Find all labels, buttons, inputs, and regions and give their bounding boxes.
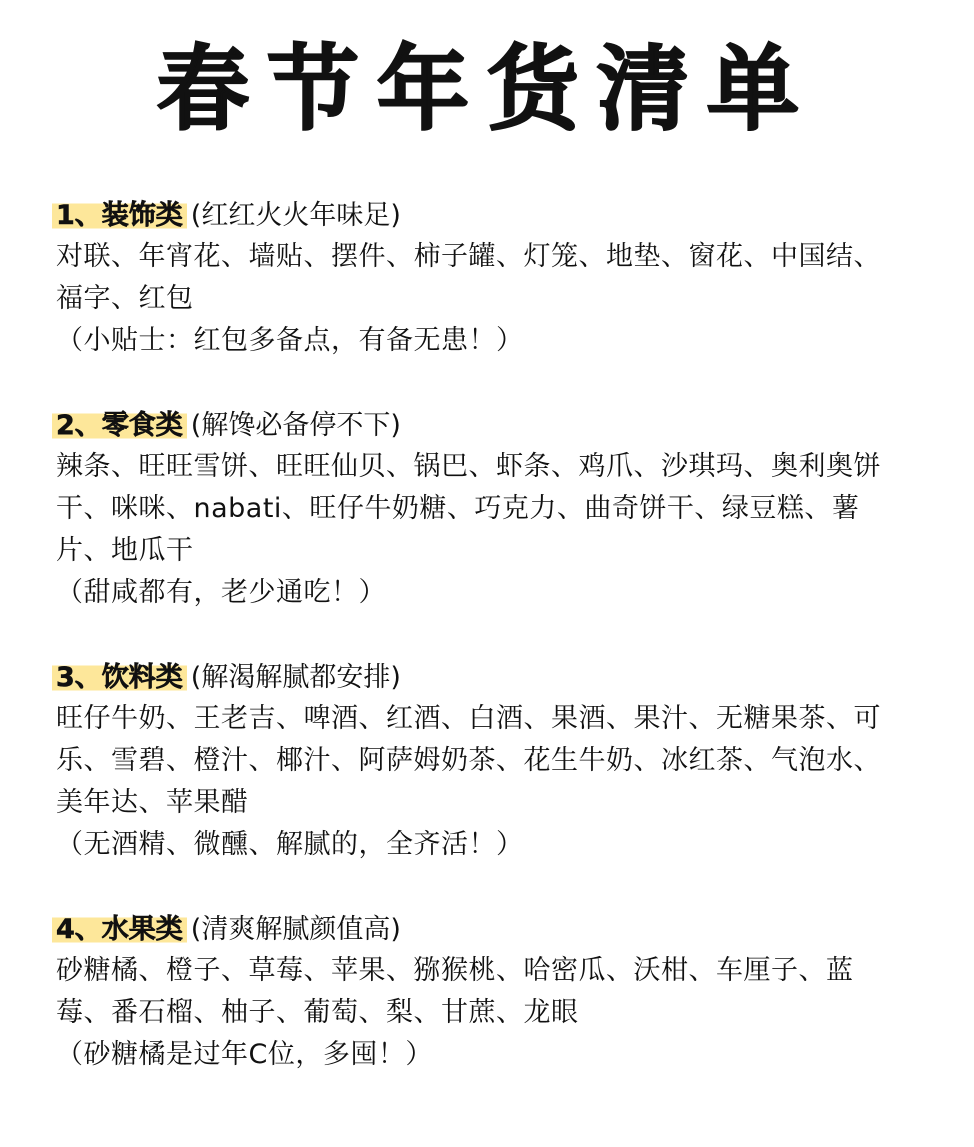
section-snacks [56,406,906,614]
page-title: 春节年货清单 [156,36,817,143]
section-subtitle: (解渴解腻都安排) [190,662,401,693]
section-header [56,658,906,698]
section-label: 1、装饰类 [52,200,187,231]
section-items: 砂糖橘、橙子、草莓、苹果、猕猴桃、哈密瓜、沃柑、车厘子、蓝莓、番石榴、柚子、葡萄、梨、甘蔗、龙眼 [56,955,854,1028]
section-header [56,196,906,236]
section-tip: （甜咸都有，老少通吃！） [56,577,386,608]
section-header [56,910,906,950]
section-label: 3、饮料类 [52,662,187,693]
section-tip: （小贴士：红包多备点，有备无患！） [56,325,524,356]
list-content [56,196,906,1120]
section-drinks [56,658,906,866]
section-subtitle: (解馋必备停不下) [190,410,401,441]
section-items: 旺仔牛奶、王老吉、啤酒、红酒、白酒、果酒、果汁、无糖果茶、可乐、雪碧、橙汁、椰汁、阿萨姆奶茶、花生牛奶、冰红茶、气泡水、美年达、苹果醋 [56,703,881,818]
section-label: 2、零食类 [52,410,187,441]
section-tip: （砂糖橘是过年C位，多囤！） [56,1039,433,1070]
section-subtitle: (红红火火年味足) [190,200,401,231]
section-fruits [56,910,906,1076]
section-items: 辣条、旺旺雪饼、旺旺仙贝、锅巴、虾条、鸡爪、沙琪玛、奥利奥饼干、咪咪、nabati、旺仔牛奶糖、巧克力、曲奇饼干、绿豆糕、薯片、地瓜干 [56,451,881,566]
section-decoration [56,196,906,362]
section-header [56,406,906,446]
section-label: 4、水果类 [52,914,187,945]
section-items: 对联、年宵花、墙贴、摆件、柿子罐、灯笼、地垫、窗花、中国结、福字、红包 [56,241,881,314]
section-tip: （无酒精、微醺、解腻的，全齐活！） [56,829,524,860]
section-subtitle: (清爽解腻颜值高) [190,914,401,945]
